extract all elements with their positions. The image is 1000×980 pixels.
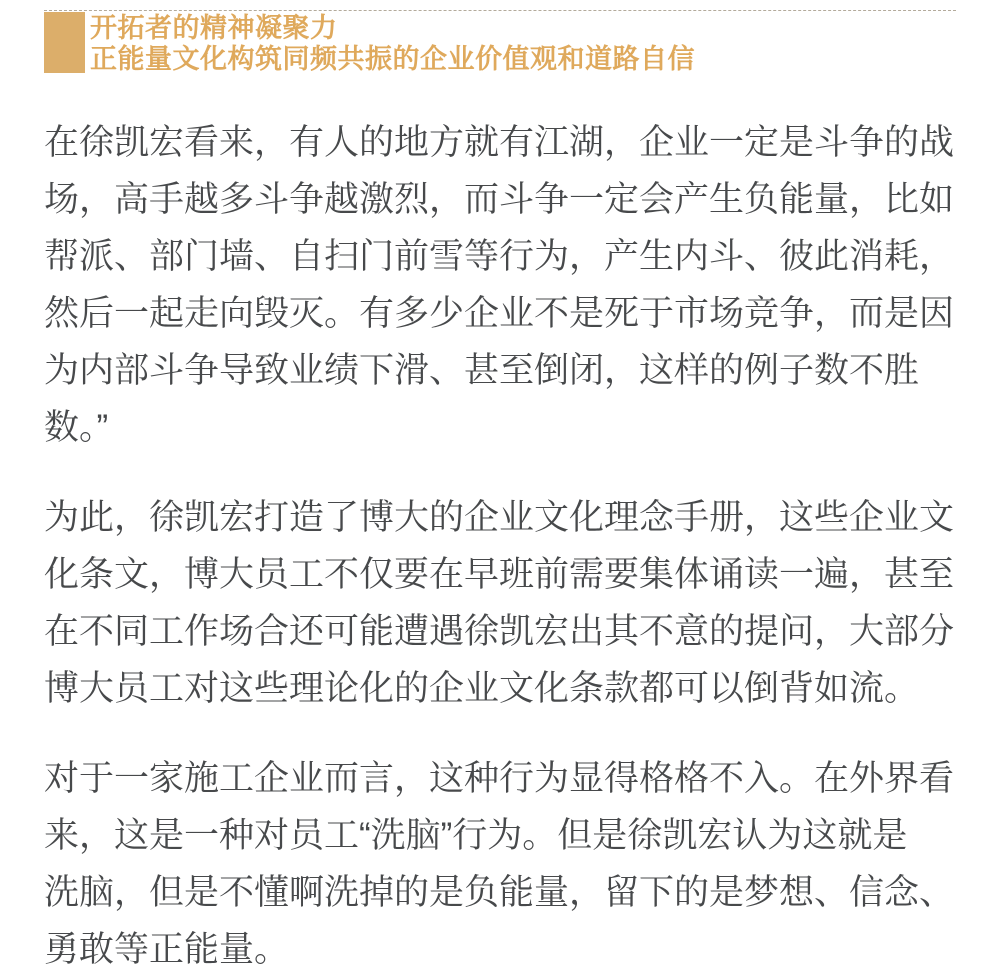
section-header-row (44, 12, 956, 75)
section-title-line1: 开拓者的精神凝聚力 (90, 13, 338, 43)
article-body (44, 114, 956, 978)
section-title-line2: 正能量文化构筑同频共振的企业价值观和道路自信 (90, 44, 695, 74)
section-header (44, 10, 956, 75)
paragraph-2: 为此，徐凯宏打造了博大的企业文化理念手册，这些企业文 化条文，博大员工不仅要在早班前需要集体诵读一遍，甚至 在不同工作场合还可能遭遇徐凯宏出其不意的提问，大部分 博大员工对这些理论化的企业文化条款都可以倒背如流。 (44, 498, 955, 708)
accent-block (44, 12, 85, 73)
paragraph-3: 对于一家施工企业而言，这种行为显得格格不入。在外界看 来，这是一种对员工“洗脑”行为。但是徐凯宏认为这就是 洗脑，但是不懂啊洗掉的是负能量，留下的是梦想、信念、 勇敢等正能量。 (44, 759, 955, 969)
paragraph-1: 在徐凯宏看来，有人的地方就有江湖，企业一定是斗争的战 场，高手越多斗争越激烈，而斗争一定会产生负能量，比如 帮派、部门墙、自扫门前雪等行为，产生内斗、彼此消耗， 然后一起走向毁灭。有多少企业不是死于市场竞争，而是因 为内部斗争导致业绩下滑、甚至倒闭，这样的例子数不胜 数。” (44, 123, 955, 447)
section-title (90, 12, 695, 75)
dashed-divider (44, 10, 956, 11)
